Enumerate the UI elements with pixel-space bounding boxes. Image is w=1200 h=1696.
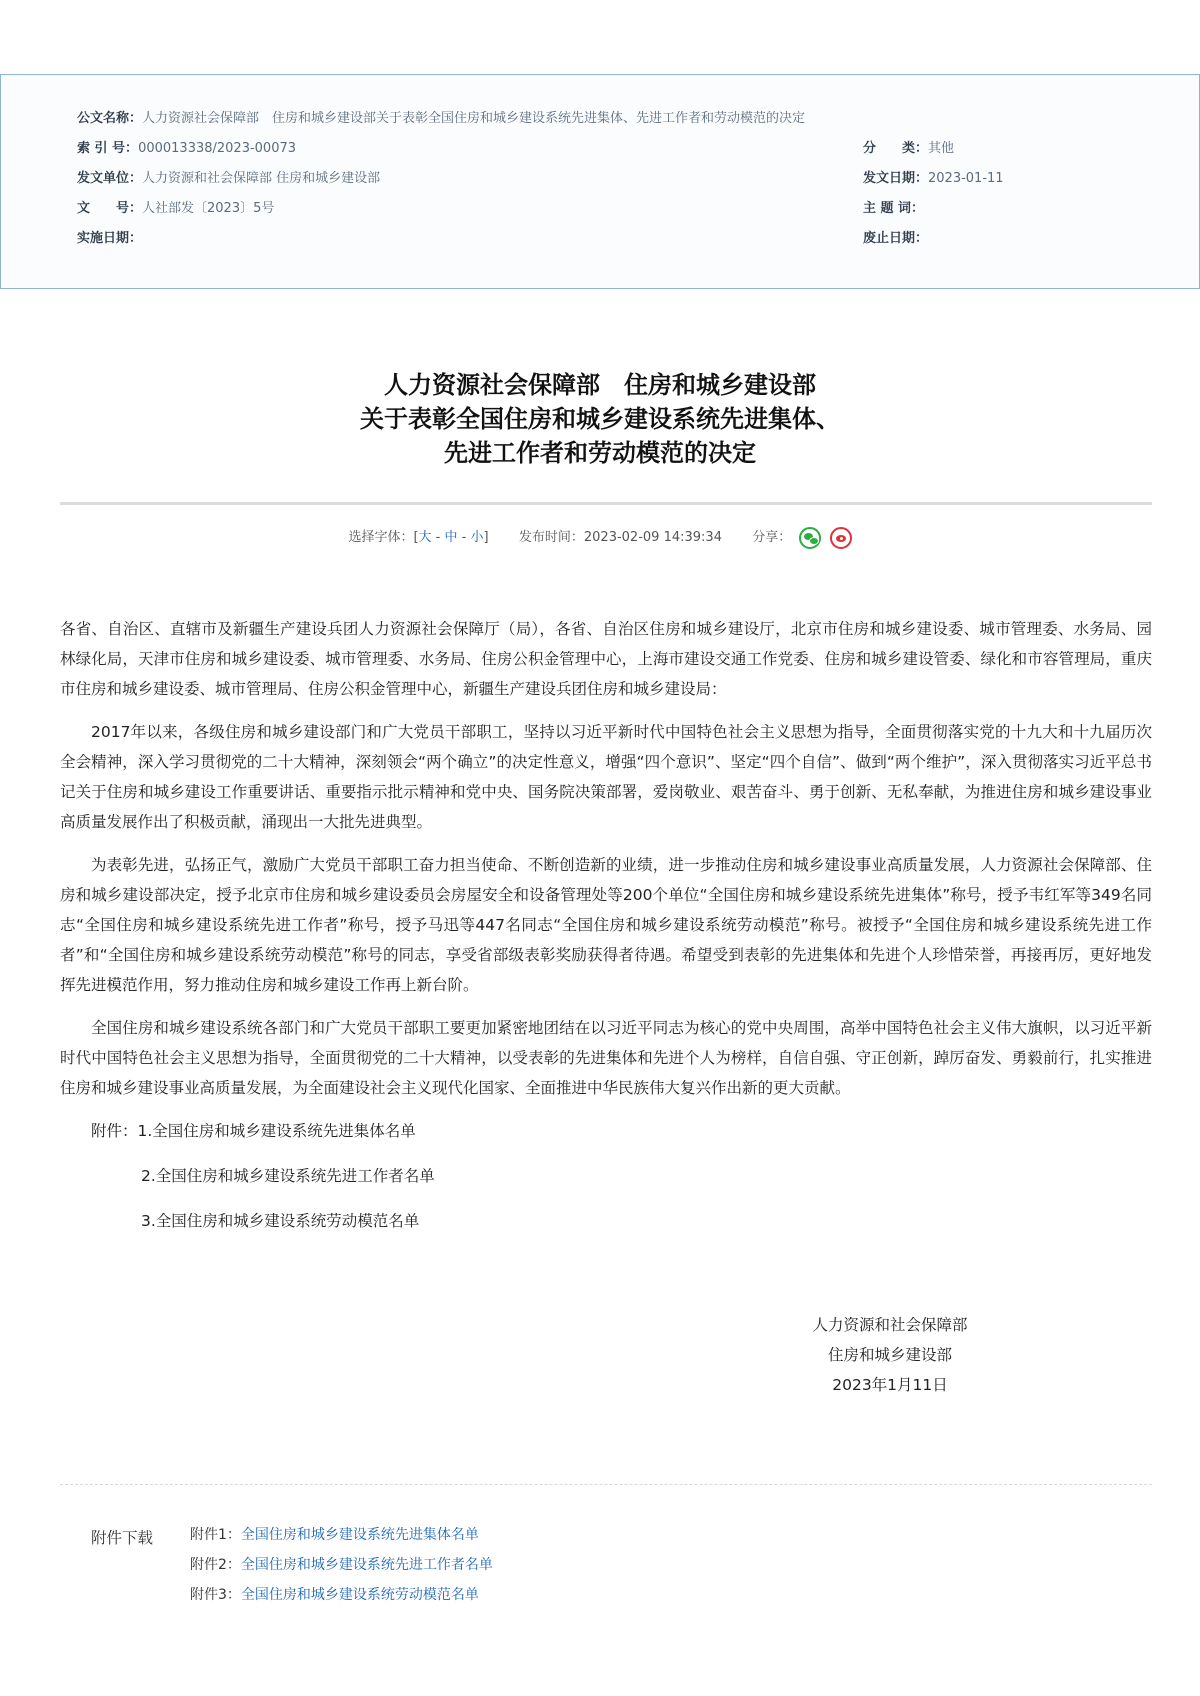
meta-effective-label: 实施日期： <box>77 231 143 246</box>
font-size-bracket: ] <box>483 530 489 545</box>
attachment-item-3 <box>60 1206 1152 1251</box>
attachment-item-1 <box>60 1116 1152 1161</box>
weibo-share-icon[interactable] <box>830 527 852 549</box>
font-size-large-button[interactable]: 大 <box>418 530 432 545</box>
attachment-item-2 <box>60 1161 1152 1206</box>
download-item-3 <box>190 1580 493 1610</box>
meta-expiry-date <box>863 227 928 246</box>
share-label: 分享： <box>752 530 792 545</box>
meta-effective-date <box>77 227 142 246</box>
document-metadata-panel <box>0 74 1200 289</box>
downloads-list <box>190 1520 493 1610</box>
meta-expiry-label: 废止日期： <box>863 231 929 246</box>
signature-org-1: 人力资源和社会保障部 <box>812 1316 968 1334</box>
document-title <box>0 368 1200 470</box>
signature-block <box>760 1310 1020 1400</box>
signature-date: 2023年1月11日 <box>832 1376 948 1394</box>
meta-doc-number-value: 人社部发〔2023〕5号 <box>142 201 275 216</box>
meta-issue-date-label: 发文日期： <box>863 171 929 186</box>
font-size-separator: - <box>431 530 445 545</box>
addressee-paragraph: 各省、自治区、直辖市及新疆生产建设兵团人力资源社会保障厅（局），各省、自治区住房和城乡建设厅，北京市住房和城乡建设委、城市管理委、水务局、园林绿化局，天津市住房和城乡建设委、城市管理委、水务局、住房公积金管理中心，上海市建设交通工作党委、住房和城乡建设管委、绿化和市容管理局，重庆市住房和城乡建设委、城市管理局、住房公积金管理中心，新疆生产建设兵团住房和城乡建设局： <box>60 620 1152 698</box>
attachment-item-label: 1.全国住房和城乡建设系统先进集体名单 <box>137 1122 416 1140</box>
download-prefix: 附件2： <box>190 1557 241 1573</box>
document-body <box>60 614 1152 1251</box>
download-item-1 <box>190 1520 493 1550</box>
download-prefix: 附件3： <box>190 1587 241 1603</box>
publish-time-label: 发布时间： <box>518 530 584 545</box>
attachment-item-label: 3.全国住房和城乡建设系统劳动模范名单 <box>141 1212 420 1230</box>
meta-doc-number <box>77 197 274 216</box>
meta-subject-label: 主 题 词： <box>863 201 925 216</box>
font-size-medium-button[interactable]: 中 <box>444 530 458 545</box>
title-line-3: 先进工作者和劳动模范的决定 <box>444 439 756 467</box>
body-paragraph-3: 全国住房和城乡建设系统各部门和广大党员干部职工要更加紧密地团结在以习近平同志为核心的党中央周围，高举中国特色社会主义伟大旗帜，以习近平新时代中国特色社会主义思想为指导，全面贯彻党的二十大精神，以受表彰的先进集体和先进个人为榜样，自信自强、守正创新，踔厉奋发、勇毅前行，扎实推进住房和城乡建设事业高质量发展，为全面建设社会主义现代化国家、全面推进中华民族伟大复兴作出新的更大贡献。 <box>60 1019 1152 1097</box>
meta-category-value: 其他 <box>928 141 955 156</box>
download-item-2 <box>190 1550 493 1580</box>
download-link-1[interactable]: 全国住房和城乡建设系统先进集体名单 <box>240 1527 479 1543</box>
wechat-share-icon[interactable] <box>799 527 821 549</box>
meta-doc-name-value: 人力资源社会保障部 住房和城乡建设部关于表彰全国住房和城乡建设系统先进集体、先进工作者和劳动模范的决定 <box>142 111 806 126</box>
meta-index-label: 索 引 号： <box>77 141 139 156</box>
meta-doc-name <box>77 107 805 126</box>
title-line-1: 人力资源社会保障部 住房和城乡建设部 <box>384 371 816 399</box>
meta-issuer-label: 发文单位： <box>77 171 143 186</box>
downloads-divider <box>60 1484 1152 1485</box>
download-link-3[interactable]: 全国住房和城乡建设系统劳动模范名单 <box>240 1587 479 1603</box>
meta-category <box>863 137 954 156</box>
publish-time-value: 2023-02-09 14:39:34 <box>583 530 722 545</box>
font-size-separator: - <box>457 530 471 545</box>
downloads-title: 附件下载 <box>91 1529 154 1547</box>
meta-index-value: 000013338/2023-00073 <box>138 141 297 156</box>
body-paragraph-2: 为表彰先进，弘扬正气，激励广大党员干部职工奋力担当使命、不断创造新的业绩，进一步推动住房和城乡建设事业高质量发展，人力资源社会保障部、住房和城乡建设部决定，授予北京市住房和城乡建设委员会房屋安全和设备管理处等200个单位“全国住房和城乡建设系统先进集体”称号，授予韦红军等349名同志“全国住房和城乡建设系统先进工作者”称号，授予马迅等447名同志“全国住房和城乡建设系统劳动模范”称号。被授予“全国住房和城乡建设系统先进工作者”和“全国住房和城乡建设系统劳动模范”称号的同志，享受省部级表彰奖励获得者待遇。希望受到表彰的先进集体和先进个人珍惜荣誉，再接再厉，更好地发挥先进模范作用，努力推动住房和城乡建设工作再上新台阶。 <box>60 856 1152 994</box>
title-divider <box>60 502 1152 505</box>
meta-issuer <box>77 167 380 186</box>
meta-subject <box>863 197 924 216</box>
meta-issuer-value: 人力资源和社会保障部 住房和城乡建设部 <box>142 171 381 186</box>
meta-issue-date <box>863 167 1004 186</box>
signature-org-2: 住房和城乡建设部 <box>827 1346 952 1364</box>
meta-doc-name-label: 公文名称： <box>77 111 143 126</box>
article-toolbar <box>0 526 1200 549</box>
meta-index-number <box>77 137 296 156</box>
download-prefix: 附件1： <box>190 1527 241 1543</box>
title-line-2: 关于表彰全国住房和城乡建设系统先进集体、 <box>360 405 840 433</box>
font-size-label: 选择字体：[ <box>348 530 419 545</box>
meta-category-label: 分 类： <box>863 141 929 156</box>
attachment-prefix: 附件： <box>91 1122 138 1140</box>
body-paragraph-1: 2017年以来，各级住房和城乡建设部门和广大党员干部职工，坚持以习近平新时代中国特色社会主义思想为指导，全面贯彻落实党的十九大和十九届历次全会精神，深入学习贯彻党的二十大精神，深刻领会“两个确立”的决定性意义，增强“四个意识”、坚定“四个自信”、做到“两个维护”，深入贯彻落实习近平总书记关于住房和城乡建设工作重要讲话、重要指示批示精神和党中央、国务院决策部署，爱岗敬业、艰苦奋斗、勇于创新、无私奉献，为推进住房和城乡建设事业高质量发展作出了积极贡献，涌现出一大批先进典型。 <box>60 723 1152 831</box>
attachment-list <box>60 1116 1152 1251</box>
meta-doc-number-label: 文 号： <box>77 201 143 216</box>
font-size-small-button[interactable]: 小 <box>470 530 484 545</box>
attachment-item-label: 2.全国住房和城乡建设系统先进工作者名单 <box>141 1167 435 1185</box>
meta-issue-date-value: 2023-01-11 <box>928 171 1004 186</box>
download-link-2[interactable]: 全国住房和城乡建设系统先进工作者名单 <box>240 1557 493 1573</box>
